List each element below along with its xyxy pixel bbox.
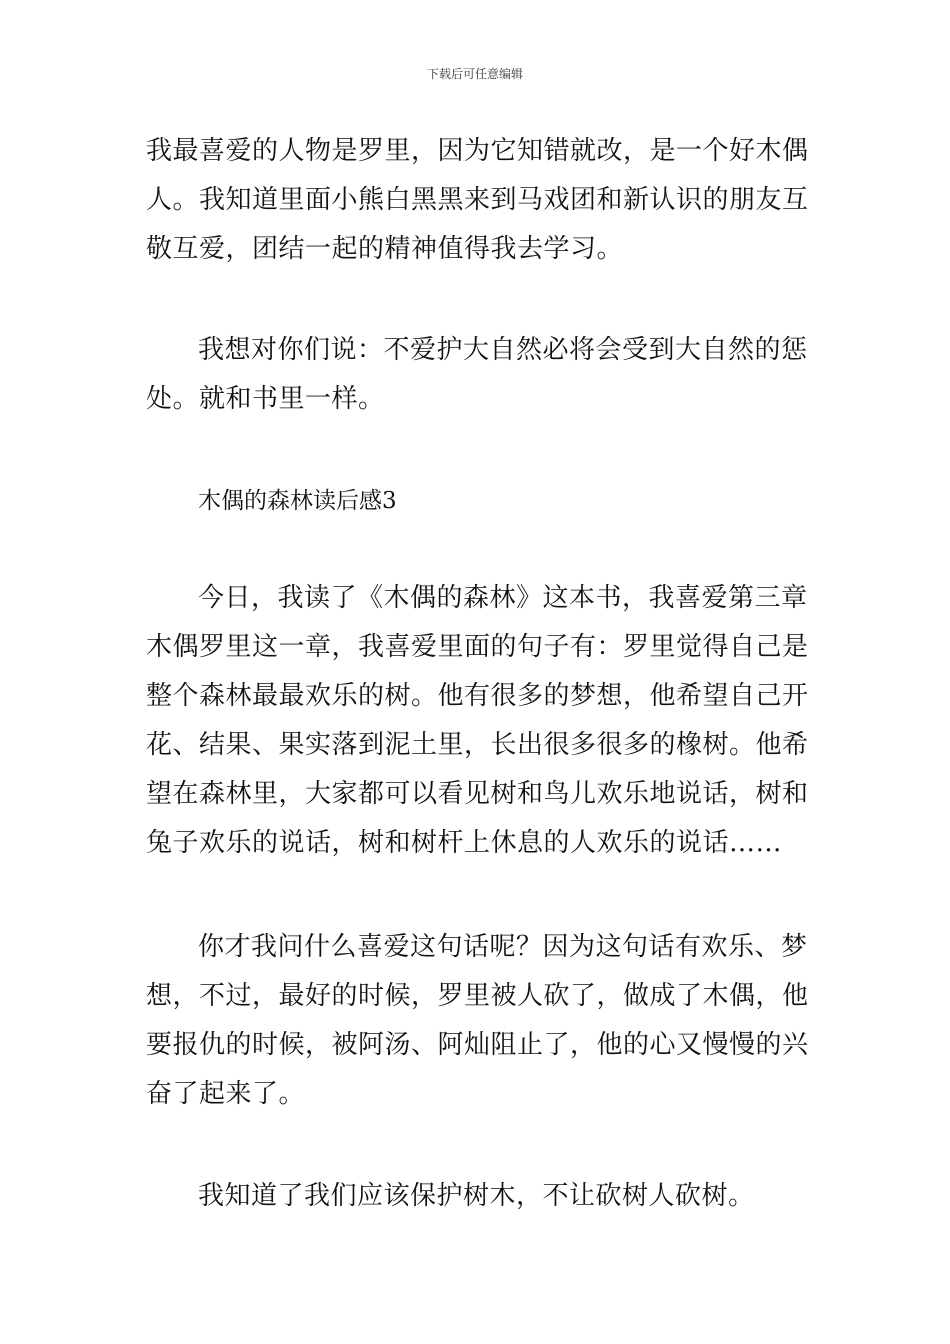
- page-header: 下载后可任意编辑: [426, 67, 523, 81]
- paragraph-message: 我想对你们说：不爱护大自然必将会受到大自然的惩处。就和书里一样。: [146, 335, 808, 414]
- section-heading: 木偶的森林读后感3: [198, 488, 397, 514]
- paragraph-reason: 你才我问什么喜爱这句话呢？因为这句话有欢乐、梦想，不过，最好的时候，罗里被人砍了，做成了木偶，他要报仇的时候，被阿汤、阿灿阻止了，他的心又慢慢的兴奋了起来了。: [146, 932, 809, 1109]
- paragraph-favorite-character: 我最喜爱的人物是罗里，因为它知错就改，是一个好木偶人。我知道里面小熊白黑黑来到马戏团和新认识的朋友互敬互爱，团结一起的精神值得我去学习。: [146, 136, 809, 264]
- paragraph-reading: 今日，我读了《木偶的森林》这本书，我喜爱第三章木偶罗里这一章，我喜爱里面的句子有：罗里觉得自己是整个森林最最欢乐的树。他有很多的梦想，他希望自己开花、结果、果实落到泥土里，长出很多很多的橡树。他希望在森林里，大家都可以看见树和鸟儿欢乐地说话，树和兔子欢乐的说话，树和树杆上休息的人欢乐的说话……: [146, 583, 809, 858]
- paragraph-conclusion: 我知道了我们应该保护树木，不让砍树人砍树。: [198, 1181, 755, 1211]
